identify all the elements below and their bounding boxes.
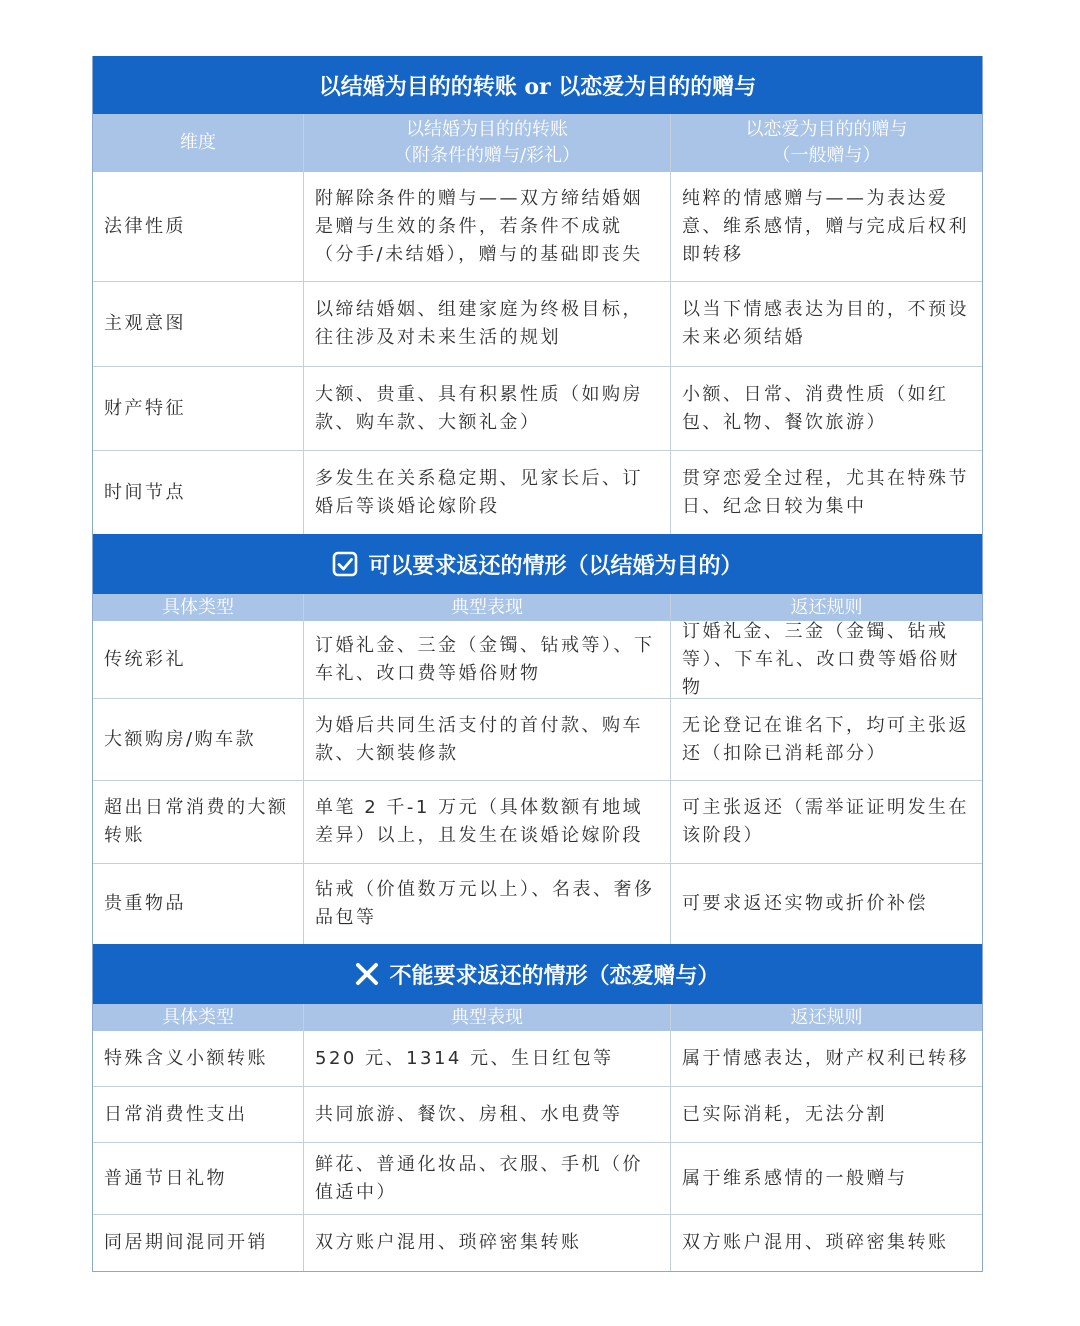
row-label: 传统彩礼	[93, 621, 304, 698]
cell: 小额、日常、消费性质（如红包、礼物、餐饮旅游）	[682, 383, 949, 433]
cell: 属于情感表达，财产权利已转移	[682, 1047, 969, 1069]
header-rule: 返还规则	[790, 596, 863, 618]
header-dimension: 维度	[93, 114, 304, 172]
cell: 520 元、1314 元、生日红包等	[304, 1031, 671, 1086]
cell: 单笔 2 千-1 万元（具体数额有地域差异）以上，且发生在谈婚论嫁阶段	[304, 781, 671, 863]
header-typical: 典型表现	[304, 594, 671, 621]
row-label: 法律性质	[93, 172, 304, 281]
table-row	[93, 282, 982, 367]
row-label: 日常消费性支出	[93, 1087, 304, 1142]
cell: 鲜花、普通化妆品、衣服、手机（价值适中）	[304, 1143, 671, 1214]
row-label: 超出日常消费的大额转账	[93, 781, 304, 863]
table-row	[93, 172, 982, 282]
cell: 订婚礼金、三金（金镯、钻戒等）、下车礼、改口费等婚俗财物	[304, 621, 671, 698]
table-row	[93, 864, 982, 944]
row-label: 普通节日礼物	[93, 1143, 304, 1214]
header-rule: 返还规则	[790, 1006, 863, 1028]
cell: 共同旅游、餐饮、房租、水电费等	[304, 1087, 671, 1142]
header-typical: 典型表现	[304, 1004, 671, 1031]
non-returnable-section-title: 不能要求返还的情形（恋爱赠与）	[389, 962, 720, 989]
cell: 双方账户混用、琐碎密集转账	[682, 1232, 949, 1253]
table-row	[93, 451, 982, 534]
returnable-section-title: 可以要求返还的情形（以结婚为目的）	[368, 552, 743, 579]
non-returnable-section-bar	[93, 944, 982, 1004]
cell: 纯粹的情感赠与——为表达爱意、维系感情，赠与完成后权利即转移	[682, 187, 969, 265]
cell: 多发生在关系稳定期、见家长后、订婚后等谈婚论嫁阶段	[304, 451, 671, 534]
comparison-header-row	[93, 114, 982, 172]
row-label: 特殊含义小额转账	[93, 1031, 304, 1086]
cell: 大额、贵重、具有积累性质（如购房款、购车款、大额礼金）	[304, 367, 671, 450]
table-row	[93, 1215, 982, 1271]
cell: 可主张返还（需举证证明发生在该阶段）	[682, 797, 969, 846]
table-title-bar	[93, 56, 982, 114]
non-returnable-header-row	[93, 1004, 982, 1031]
table-row	[93, 1143, 982, 1215]
checkbox-icon	[332, 551, 358, 577]
row-label: 财产特征	[93, 367, 304, 450]
table-row	[93, 781, 982, 864]
returnable-section-bar	[93, 534, 982, 594]
table-row	[93, 367, 982, 451]
cell: 双方账户混用、琐碎密集转账	[304, 1215, 671, 1271]
row-label: 主观意图	[93, 282, 304, 366]
cell: 订婚礼金、三金（金镯、钻戒等）、下车礼、改口费等婚俗财物	[682, 620, 960, 698]
cell: 附解除条件的赠与——双方缔结婚姻是赠与生效的条件，若条件不成就（分手/未结婚），赠与的基础即丧失	[304, 172, 671, 281]
cell: 以当下情感表达为目的，不预设未来必须结婚	[682, 299, 969, 348]
row-label: 同居期间混同开销	[93, 1215, 304, 1271]
header-type: 具体类型	[93, 1004, 304, 1031]
cell: 为婚后共同生活支付的首付款、购车款、大额装修款	[304, 699, 671, 780]
table-row	[93, 1087, 982, 1143]
header-type: 具体类型	[93, 594, 304, 621]
table-title: 以结婚为目的的转账 or 以恋爱为目的的赠与	[318, 73, 757, 100]
cell: 钻戒（价值数万元以上）、名表、奢侈品包等	[304, 864, 671, 944]
cell: 贯穿恋爱全过程，尤其在特殊节日、纪念日较为集中	[682, 467, 969, 517]
row-label: 贵重物品	[93, 864, 304, 944]
row-label: 大额购房/购车款	[93, 699, 304, 780]
cell: 以缔结婚姻、组建家庭为终极目标，往往涉及对未来生活的规划	[304, 282, 671, 366]
header-love-gift: 以恋爱为目的的赠与 （一般赠与）	[745, 119, 908, 166]
cell: 已实际消耗，无法分割	[682, 1103, 887, 1125]
comparison-table	[92, 56, 983, 1272]
table-row	[93, 621, 982, 699]
header-marriage-transfer: 以结婚为目的的转账 （附条件的赠与/彩礼）	[304, 114, 671, 172]
cell: 无论登记在谁名下，均可主张返还（扣除已消耗部分）	[682, 714, 969, 764]
row-label: 时间节点	[93, 451, 304, 534]
table-row	[93, 699, 982, 781]
cross-icon	[355, 962, 379, 986]
cell: 可要求返还实物或折价补偿	[682, 893, 928, 914]
cell: 属于维系感情的一般赠与	[682, 1167, 908, 1189]
table-row	[93, 1031, 982, 1087]
